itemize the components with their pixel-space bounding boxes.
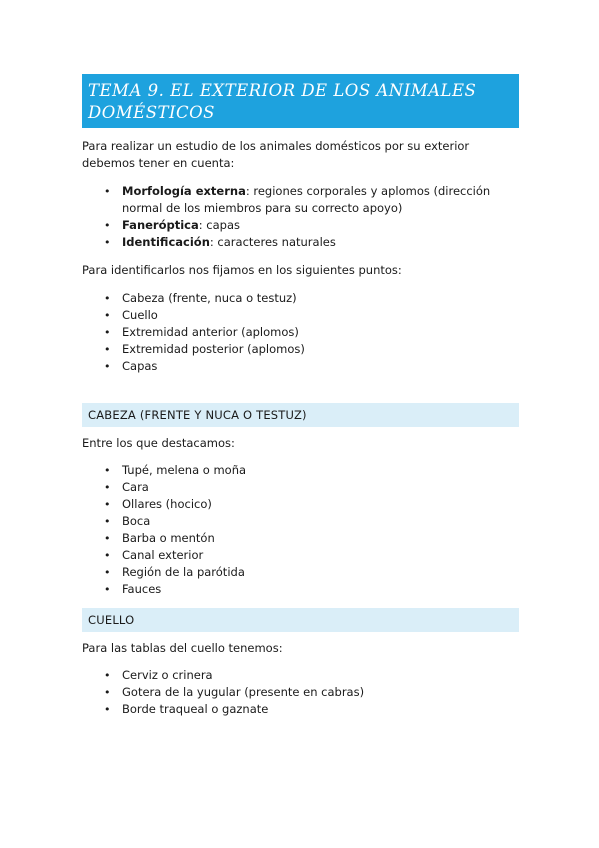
list-item [102, 479, 519, 496]
list-item-text: Cabeza (frente, nuca o testuz) [122, 291, 297, 305]
list-item-text: Gotera de la yugular (presente en cabras) [122, 685, 365, 699]
list-item [102, 684, 519, 701]
term: Identificación [122, 235, 210, 249]
document-page [82, 74, 519, 718]
definition: : regiones corporales y aplomos (dirección normal de los miembros para su correcto apoyo) [122, 184, 491, 215]
list-item [102, 341, 519, 358]
list-item [102, 530, 519, 547]
list-item-text: Boca [122, 514, 151, 528]
bullet-icon: • [104, 360, 111, 373]
list-item-text: Capas [122, 359, 158, 373]
cabeza-list [82, 462, 519, 598]
bullet-icon: • [104, 549, 111, 562]
list-item-text: Extremidad posterior (aplomos) [122, 342, 305, 356]
section-heading-cabeza: CABEZA (FRENTE Y NUCA O TESTUZ) [82, 403, 519, 427]
list-item [102, 496, 519, 513]
bullet-icon: • [104, 309, 111, 322]
bullet-icon: • [104, 481, 111, 494]
identify-points-list [82, 290, 519, 375]
study-points-list [82, 183, 519, 251]
bullet-icon: • [104, 185, 111, 198]
bullet-icon: • [104, 464, 111, 477]
bullet-icon: • [104, 515, 111, 528]
list-item [102, 581, 519, 598]
definition: : caracteres naturales [209, 235, 336, 249]
bullet-icon: • [104, 292, 111, 305]
list-item-text: Fauces [122, 582, 162, 596]
section-heading-cuello: CUELLO [82, 608, 519, 632]
term: Morfología externa [122, 184, 246, 198]
cuello-list [82, 667, 519, 718]
list-item [102, 564, 519, 581]
list-item [102, 217, 519, 234]
list-item [102, 183, 519, 217]
list-item [102, 234, 519, 251]
list-item [102, 324, 519, 341]
bullet-icon: • [104, 236, 111, 249]
bullet-icon: • [104, 669, 111, 682]
bullet-icon: • [104, 583, 111, 596]
page-title: TEMA 9. EL EXTERIOR DE LOS ANIMALES DOMÉSTICOS [88, 81, 477, 122]
cabeza-intro: Entre los que destacamos: [82, 436, 235, 450]
list-item [102, 667, 519, 684]
list-item-text: Cerviz o crinera [122, 668, 213, 682]
bullet-icon: • [104, 326, 111, 339]
list-item-text: Extremidad anterior (aplomos) [122, 325, 299, 339]
list-item [102, 513, 519, 530]
intro-paragraph: Para realizar un estudio de los animales domésticos por su exterior debemos tener en cuenta: [82, 139, 470, 170]
list-item-text: Ollares (hocico) [122, 497, 212, 511]
bullet-icon: • [104, 219, 111, 232]
list-item-text: Canal exterior [122, 548, 204, 562]
list-item-text: Barba o mentón [122, 531, 215, 545]
list-item [102, 358, 519, 375]
list-item [102, 701, 519, 718]
list-item [102, 290, 519, 307]
list-item [102, 462, 519, 479]
identify-paragraph: Para identificarlos nos fijamos en los siguientes puntos: [82, 263, 402, 277]
bullet-icon: • [104, 498, 111, 511]
list-item-text: Tupé, melena o moña [122, 463, 247, 477]
list-item [102, 307, 519, 324]
list-item-text: Región de la parótida [122, 565, 245, 579]
cuello-intro: Para las tablas del cuello tenemos: [82, 641, 283, 655]
list-item-text: Borde traqueal o gaznate [122, 702, 269, 716]
definition: : capas [198, 218, 240, 232]
term: Faneróptica [122, 218, 199, 232]
bullet-icon: • [104, 566, 111, 579]
list-item-text: Cara [122, 480, 149, 494]
bullet-icon: • [104, 686, 111, 699]
bullet-icon: • [104, 343, 111, 356]
title-banner [82, 74, 519, 128]
list-item [102, 547, 519, 564]
bullet-icon: • [104, 703, 111, 716]
list-item-text: Cuello [122, 308, 158, 322]
bullet-icon: • [104, 532, 111, 545]
